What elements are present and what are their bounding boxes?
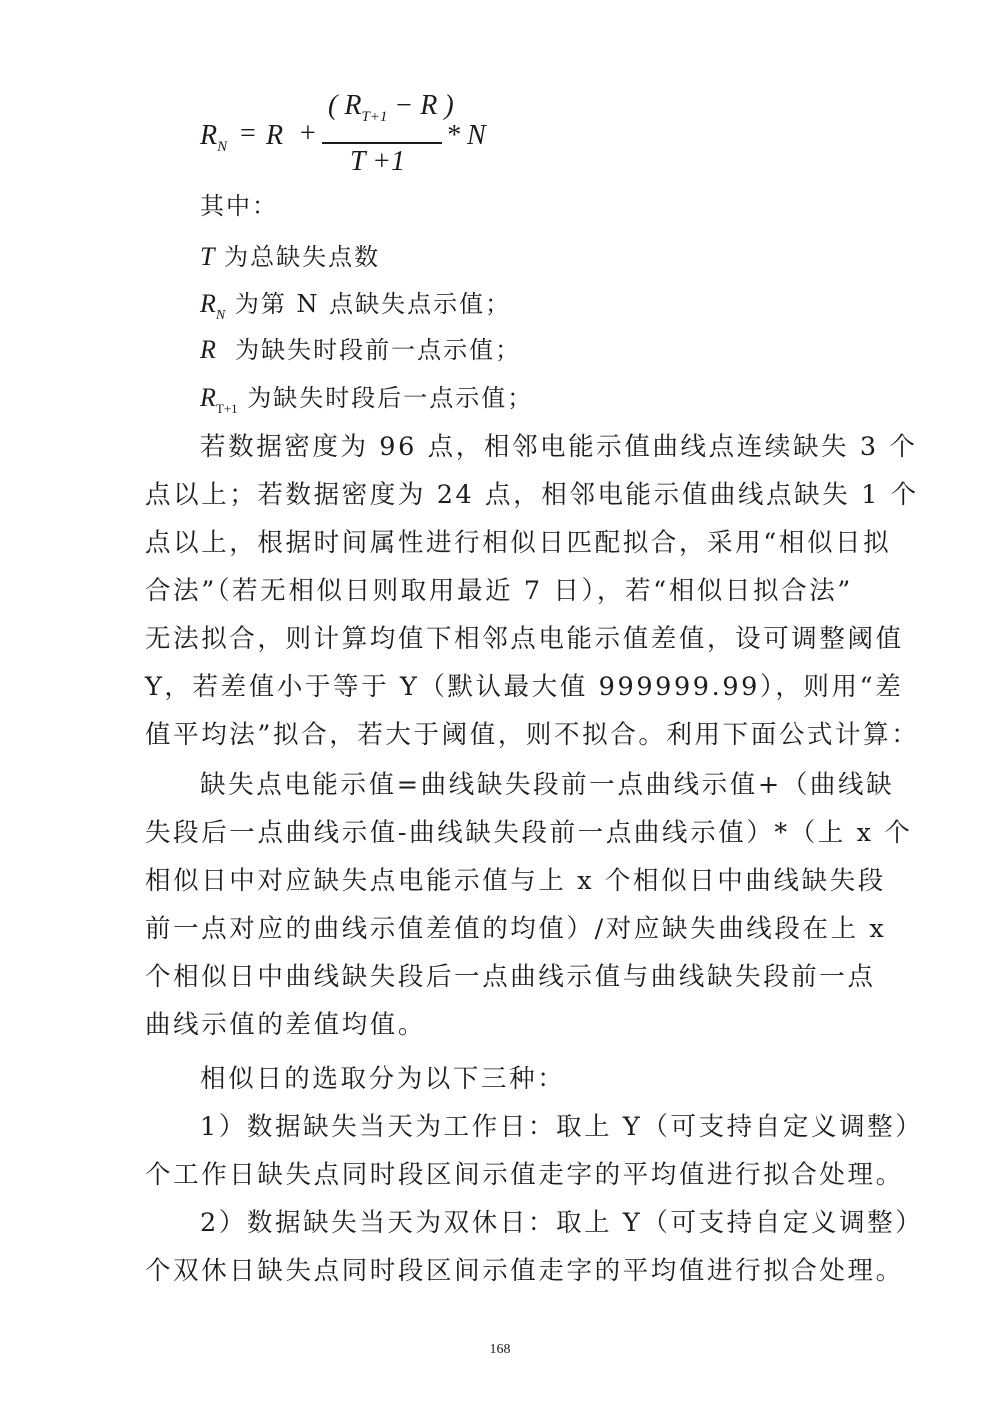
list-item-line: 2）数据缺失当天为双休日：取上 Y（可支持自定义调整）	[200, 1208, 924, 1238]
paragraph-line: 合法”（若无相似日则取用最近 7 日），若“相似日拟合法”	[145, 576, 853, 606]
paragraph-line: 值平均法”拟合，若大于阈值，则不拟合。利用下面公式计算：	[145, 720, 920, 750]
definition-item: $R_{T+1}$ 为缺失时段后一点示值；	[200, 383, 534, 416]
paragraph-line: Y，若差值小于等于 Y（默认最大值 999999.99），则用“差	[145, 672, 904, 702]
list-item-line: 1）数据缺失当天为工作日：取上 Y（可支持自定义调整）	[200, 1112, 924, 1142]
paragraph-line: 前一点对应的曲线示值差值的均值）/对应缺失曲线段在上 x	[145, 914, 887, 944]
formula-r: R	[266, 120, 284, 151]
page-number: 168	[489, 1342, 511, 1357]
paragraph-line: 曲线示值的差值均值。	[145, 1010, 427, 1040]
paragraph-line: 无法拟合，则计算均值下相邻点电能示值差值，设可调整阈值	[145, 624, 904, 654]
definition-item: $R_N$ 为第 N 点缺失点示值；	[200, 289, 512, 323]
list-item-line: 个双休日缺失点同时段区间示值走字的平均值进行拟合处理。	[145, 1256, 904, 1286]
paragraph-line: 个相似日中曲线缺失段后一点曲线示值与曲线缺失段前一点	[145, 962, 876, 992]
definition-item: T 为总缺失点数	[200, 242, 381, 271]
formula-times-n: * N	[446, 120, 486, 151]
paragraph-line: 缺失点电能示值=曲线缺失段前一点曲线示值+（曲线缺	[200, 770, 895, 800]
paragraph-line: 若数据密度为 96 点，相邻电能示值曲线点连续缺失 3 个	[200, 432, 918, 462]
fraction-bar	[322, 142, 442, 144]
list-item-line: 个工作日缺失点同时段区间示值走字的平均值进行拟合处理。	[145, 1160, 904, 1190]
definition-item: R 为缺失时段前一点示值；	[200, 335, 522, 364]
formula-lhs: $R_N$	[200, 120, 228, 155]
formula-denominator: T +1	[350, 146, 405, 177]
definitions-heading: 其中：	[200, 192, 278, 220]
formula-numerator: ( $R_{T+1} - R$ )	[328, 90, 454, 125]
formula-plus: +	[300, 118, 316, 149]
paragraph-line: 点以上；若数据密度为 24 点，相邻电能示值曲线点缺失 1 个	[145, 480, 919, 510]
paragraph-line: 相似日中对应缺失点电能示值与上 x 个相似日中曲线缺失段	[145, 866, 886, 896]
formula-equals: =	[240, 118, 256, 149]
paragraph-line: 点以上，根据时间属性进行相似日匹配拟合，采用“相似日拟	[145, 528, 892, 558]
paragraph-line: 相似日的选取分为以下三种：	[200, 1064, 566, 1094]
paragraph-line: 失段后一点曲线示值-曲线缺失段前一点曲线示值）*（上 x 个	[145, 818, 913, 848]
